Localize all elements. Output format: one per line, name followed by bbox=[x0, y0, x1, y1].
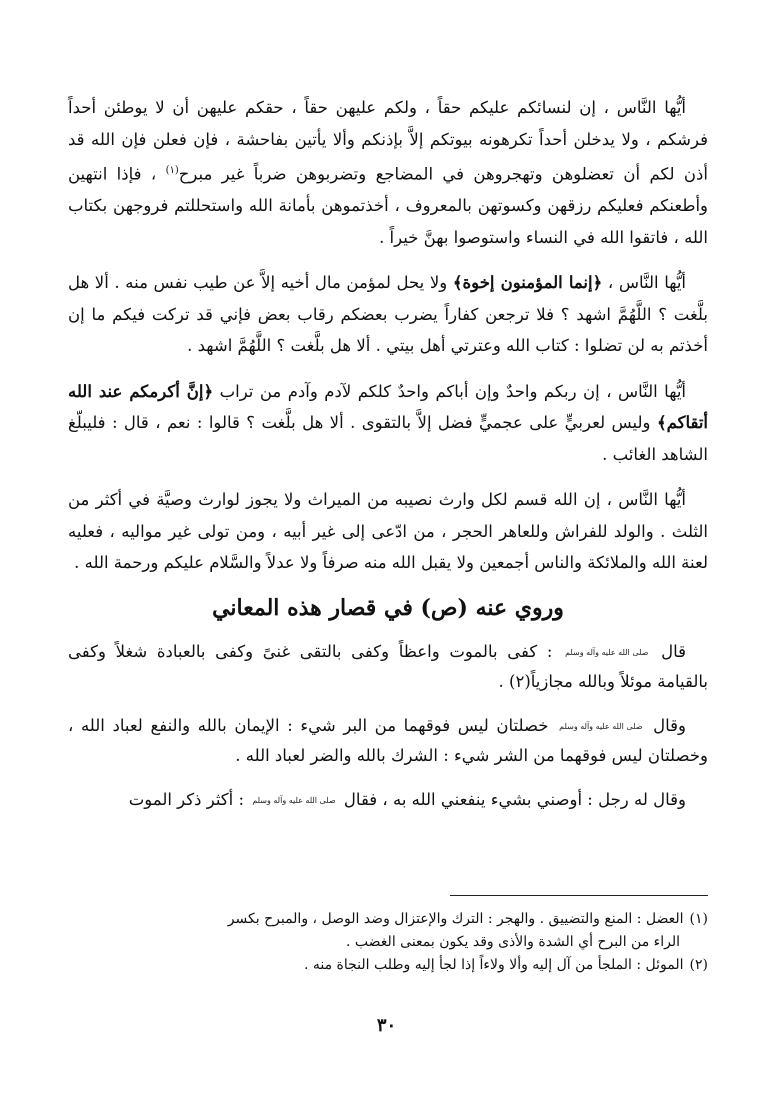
hadith-text: : أكثر ذكر الموت bbox=[128, 789, 245, 809]
hadith-item bbox=[68, 637, 708, 697]
salawat-glyph-icon: صلى الله عليه وآله وسلم bbox=[565, 647, 649, 657]
hadith-lead: وقال bbox=[653, 715, 686, 735]
hadith-text: : كفى بالموت واعظاً وكفى بالتقى غنىً وكفى بالعبادة شغلاً وكفى بالقيامة موئلاً وبالله مجازياً(٢) . bbox=[68, 641, 708, 691]
footnote-item bbox=[68, 908, 708, 931]
footnote-text: الموئل : الملجأ من آل إليه وألا ولاءاً إذا لجأ إليه وطلب النجاة منه . bbox=[303, 957, 684, 973]
paragraph-text: أيُّها النَّاس ، bbox=[602, 273, 687, 292]
footnote-text: العضل : المنع والتضييق . والهجر : الترك والإعتزال وضد الوصل ، والمبرح بكسر bbox=[227, 911, 684, 927]
paragraph-inheritance bbox=[68, 484, 708, 579]
paragraph-equality bbox=[68, 376, 708, 471]
quran-quote: ﴿إنَّ أكرمكم عند الله أتقاكم﴾ bbox=[68, 381, 708, 432]
footnote-continuation: الراء من البرح أي الشدة والأذى وقد يكون بمعنى الغضب . bbox=[346, 934, 680, 950]
footnotes bbox=[68, 908, 708, 977]
paragraph-text: أيُّها النَّاس ، إن الله قسم لكل وارث نصيبه من الميراث ولا يجوز لوارث وصيَّة في أكثر من الثلث . والولد للفراش وللعاهر الحجر ، من ادّعى إلى غير أبيه ، ومن تولى غير مواليه ، فعليه لعنة الله والملائكة والناس أجمعين ولا يقبل الله منه صرفاً ولا عدلاً والسَّلام عليكم ورحمة الله . bbox=[68, 490, 708, 572]
hadith-item bbox=[68, 785, 708, 815]
paragraph-text: ولا يحل لمؤمن مال أخيه إلاَّ عن طيب نفس منه . ألا هل بلَّغت ؟ اللَّهُمَّ اشهد ؟ فلا ترجعن كفاراً يضرب بعضكم رقاب بعض فإني قد تركت فيكم ما إن أخذتم به لن تضلوا : كتاب الله وعترتي أهل بيتي . ألا هل بلَّغت ؟ اللَّهُمَّ اشهد . bbox=[68, 273, 708, 355]
footnote-divider bbox=[450, 895, 708, 896]
page-body bbox=[68, 92, 708, 829]
paragraph-text: ، فإذا انتهين وأطعنكم فعليكم رزقهن وكسوتهن بالمعروف ، أخذتموهن بأمانة الله واستحللتم فروجهن بكتاب الله ، فاتقوا الله في النساء واستوصوا بهنَّ خيراً . bbox=[68, 164, 708, 247]
paragraph-brotherhood bbox=[68, 267, 708, 362]
quran-quote: ﴿إنما المؤمنون إخوة﴾ bbox=[452, 273, 603, 292]
hadith-text: خصلتان ليس فوقهما من البر شيء : الإيمان بالله والنفع لعباد الله ، وخصلتان ليس فوقهما من الشر شيء : الشرك بالله والضر لعباد الله . bbox=[68, 715, 708, 765]
hadith-lead: وقال له رجل : أوصني بشيء ينفعني الله به ، فقال bbox=[343, 789, 686, 809]
paragraph-rights-of-women bbox=[68, 92, 708, 253]
salawat-glyph-icon: صلى الله عليه وآله وسلم bbox=[559, 721, 643, 731]
footnote-marker: (١) bbox=[165, 165, 179, 176]
hadith-item bbox=[68, 711, 708, 771]
paragraph-text: أيُّها النَّاس ، إن ربكم واحدٌ وإن أباكم واحدٌ كلكم لآدم وآدم من تراب bbox=[213, 381, 686, 401]
footnote-number: (١) bbox=[689, 911, 708, 927]
page-number: ٣٠ bbox=[376, 1015, 397, 1036]
hadith-lead: قال bbox=[661, 641, 687, 661]
paragraph-text: أيُّها النَّاس ، إن لنسائكم عليكم حقاً ، ولكم عليهن حقاً ، حقكم عليهن أن لا يوطئن أحداً فرشكم ، ولا يدخلن أحداً تكرهونه بيوتكم إلاَّ بإذنكم وألا يأتين بفاحشة ، فإن فعلن فإن الله قد أذن لكم أن تعضلوهن وتهجروهن في المضاجع وتضربوهن ضرباً غير مبرح bbox=[68, 98, 708, 184]
footnote-item bbox=[68, 954, 708, 977]
paragraph-text: وليس لعربيٍّ على عجميٍّ فضل إلاَّ بالتقوى . ألا هل بلَّغت ؟ قالوا : نعم ، قال : فليبلّغ الشاهد الغائب . bbox=[68, 413, 708, 464]
footnote-number: (٢) bbox=[689, 957, 708, 973]
section-heading: وروي عنه (ص) في قصار هذه المعاني bbox=[212, 594, 564, 621]
salawat-glyph-icon: صلى الله عليه وآله وسلم bbox=[252, 795, 336, 805]
